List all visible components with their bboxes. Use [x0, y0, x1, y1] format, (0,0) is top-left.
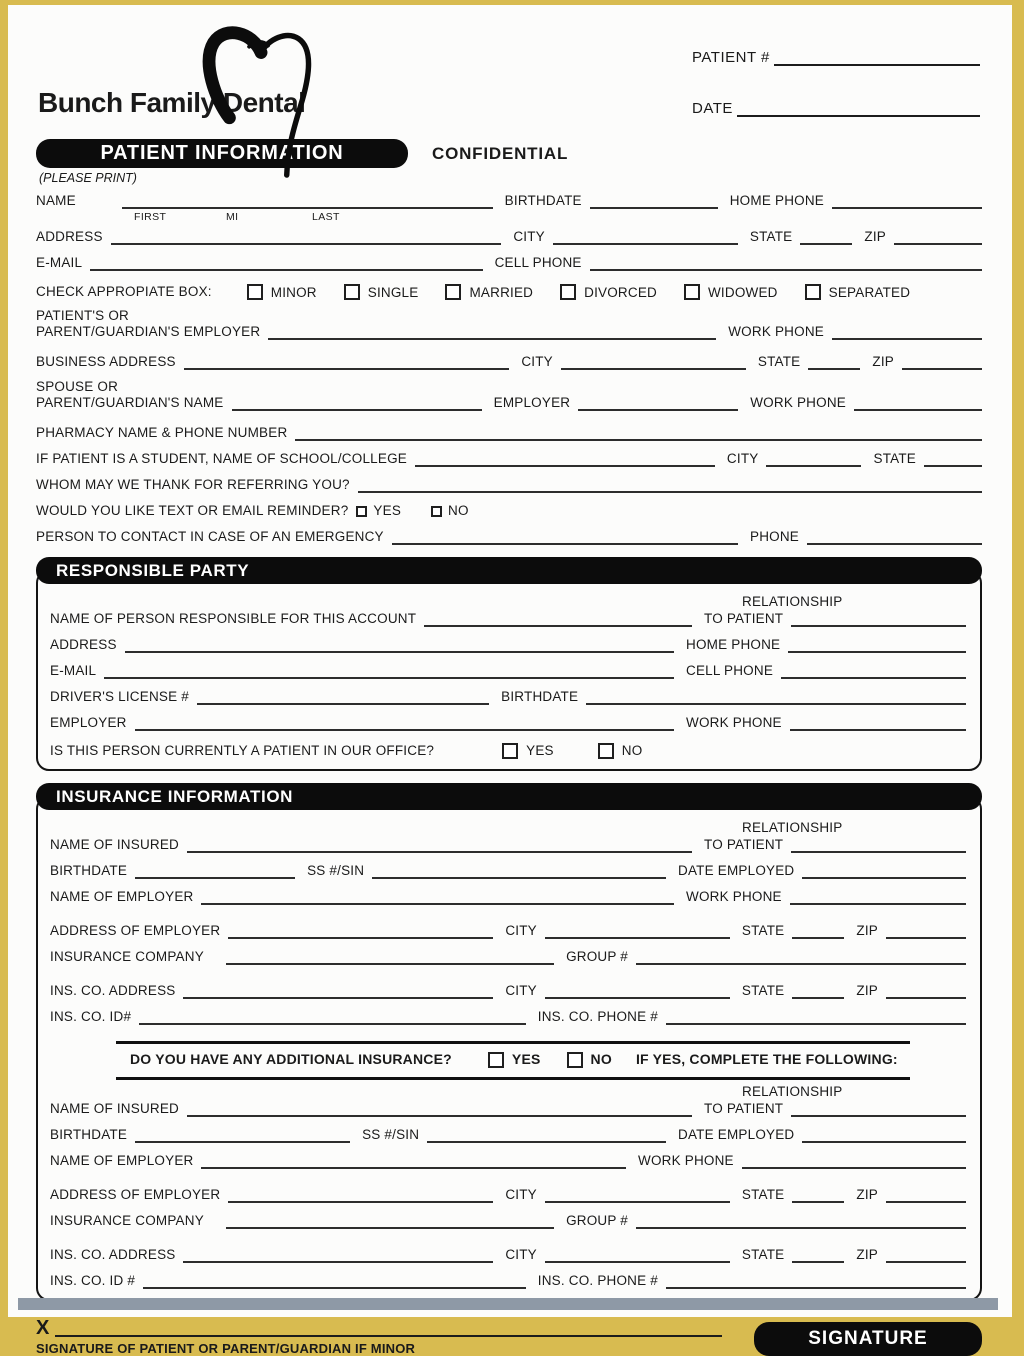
spouse-name-label: SPOUSE OR PARENT/GUARDIAN'S NAME	[36, 379, 224, 410]
address-field[interactable]	[111, 230, 502, 245]
zip-field[interactable]	[894, 230, 982, 245]
address-row	[36, 229, 982, 245]
ins-co-address-label: INS. CO. ADDRESS	[50, 983, 176, 998]
drivers-license-label: DRIVER'S LICENSE #	[50, 689, 189, 704]
ins-co-address-label: INS. CO. ADDRESS	[50, 1247, 176, 1262]
insurance-banner: INSURANCE INFORMATION	[36, 783, 982, 810]
relationship-block	[704, 820, 966, 853]
additional-birthdate-row	[50, 1127, 966, 1143]
email-label: E-MAIL	[36, 255, 83, 270]
email-label: E-MAIL	[50, 663, 97, 678]
divorced-label: DIVORCED	[584, 284, 657, 300]
student-row	[36, 451, 982, 467]
additional-employer-field[interactable]	[201, 1154, 626, 1169]
responsible-email-row	[50, 663, 966, 679]
guardian-employer-field[interactable]	[268, 325, 716, 340]
referral-field[interactable]	[358, 478, 982, 493]
zip-label: ZIP	[864, 229, 886, 244]
relationship-label-line2: TO PATIENT	[704, 837, 784, 852]
pharmacy-label: PHARMACY NAME & PHONE NUMBER	[36, 425, 288, 440]
please-print-note: (PLEASE PRINT)	[39, 171, 137, 185]
additional-insured-name-row	[50, 1084, 966, 1117]
group-number-field[interactable]	[636, 950, 966, 965]
city-label: CITY	[505, 1247, 537, 1262]
yes-label: YES	[511, 1051, 541, 1067]
responsible-name-field[interactable]	[424, 612, 692, 627]
business-address-label: BUSINESS ADDRESS	[36, 354, 176, 369]
insured-name-field[interactable]	[187, 838, 692, 853]
reminder-yes-checkbox[interactable]	[356, 506, 367, 517]
signature-line-row	[36, 1319, 722, 1337]
first-sublabel: FIRST	[134, 211, 167, 223]
zip-field[interactable]	[886, 1188, 966, 1203]
home-phone-label: HOME PHONE	[686, 637, 781, 652]
insured-employer-field[interactable]	[201, 890, 674, 905]
relationship-row	[704, 1101, 966, 1117]
patient-number-row	[692, 49, 980, 66]
responsible-employer-row	[50, 715, 966, 731]
city-field[interactable]	[545, 1248, 730, 1263]
minor-checkbox[interactable]	[247, 284, 263, 300]
address-of-employer-label: ADDRESS OF EMPLOYER	[50, 1187, 221, 1202]
additional-group-number-field[interactable]	[636, 1214, 966, 1229]
state-label: STATE	[741, 983, 785, 998]
group-number-label: GROUP #	[566, 949, 628, 964]
email-field[interactable]	[90, 256, 482, 271]
last-sublabel: LAST	[312, 211, 340, 223]
responsible-home-phone-field[interactable]	[788, 638, 966, 653]
responsible-cell-phone-field[interactable]	[781, 664, 966, 679]
insured-name-label: NAME OF INSURED	[50, 837, 180, 852]
employer-label: EMPLOYER	[493, 395, 571, 410]
additional-insurance-divider	[116, 1041, 910, 1080]
responsible-address-field[interactable]	[125, 638, 674, 653]
state-label: STATE	[749, 229, 793, 244]
additional-ins-co-id-row	[50, 1273, 966, 1289]
work-phone-label: WORK PHONE	[686, 889, 782, 904]
responsible-work-phone-field[interactable]	[790, 716, 966, 731]
form-page	[8, 5, 1012, 1356]
no-label: NO	[621, 743, 643, 758]
date-label: DATE	[692, 100, 733, 117]
pharmacy-row	[36, 425, 982, 441]
pharmacy-field[interactable]	[295, 426, 982, 441]
zip-label: ZIP	[856, 1187, 878, 1202]
patient-information-banner: PATIENT INFORMATION	[36, 139, 408, 168]
relationship-label-line1: RELATIONSHIP	[742, 1084, 843, 1099]
insured-birthdate-row	[50, 863, 966, 879]
current-patient-question: IS THIS PERSON CURRENTLY A PATIENT IN OUR OFFICE?	[50, 743, 435, 758]
state-label: STATE	[757, 354, 801, 369]
birthdate-label: BIRTHDATE	[50, 863, 128, 878]
state-field[interactable]	[792, 1188, 844, 1203]
bottom-scan-strip	[18, 1298, 998, 1310]
married-checkbox[interactable]	[445, 284, 461, 300]
responsible-party-section	[36, 557, 982, 771]
marital-status-row	[36, 284, 982, 300]
single-label: SINGLE	[367, 284, 419, 300]
cell-phone-field[interactable]	[590, 256, 982, 271]
ss-sin-label: SS #/SIN	[362, 1127, 420, 1142]
insured-name-label: NAME OF INSURED	[50, 1101, 180, 1116]
ins-co-phone-label: INS. CO. PHONE #	[537, 1273, 658, 1288]
divorced-option	[560, 284, 657, 300]
date-employed-label: DATE EMPLOYED	[678, 863, 795, 878]
zip-label: ZIP	[856, 923, 878, 938]
additional-ins-co-id-field[interactable]	[143, 1274, 526, 1289]
zip-label: ZIP	[856, 1247, 878, 1262]
additional-insurance-company-row	[50, 1213, 966, 1229]
insured-name-row	[50, 820, 966, 853]
cell-phone-group	[674, 663, 966, 679]
single-checkbox[interactable]	[344, 284, 360, 300]
birthdate-label: BIRTHDATE	[50, 1127, 128, 1142]
relationship-block	[704, 1084, 966, 1117]
relationship-field[interactable]	[791, 612, 966, 627]
business-address-field[interactable]	[184, 355, 510, 370]
married-option	[445, 284, 533, 300]
relationship-row	[704, 611, 966, 627]
work-phone-group	[674, 889, 966, 905]
additional-birthdate-field[interactable]	[135, 1128, 350, 1143]
responsible-address-row	[50, 637, 966, 653]
birthdate-label: BIRTHDATE	[504, 193, 582, 208]
additional-work-phone-field[interactable]	[742, 1154, 966, 1169]
home-phone-field[interactable]	[832, 194, 982, 209]
spouse-name-row	[36, 379, 982, 411]
insurance-company-label: INSURANCE COMPANY	[50, 949, 204, 964]
responsible-name-label: NAME OF PERSON RESPONSIBLE FOR THIS ACCOUNT	[50, 611, 417, 626]
name-field[interactable]	[122, 194, 493, 209]
business-address-row	[36, 354, 982, 370]
additional-insurance-company-field[interactable]	[226, 1214, 554, 1229]
city-field[interactable]	[545, 1188, 730, 1203]
responsible-birthdate-field[interactable]	[586, 690, 966, 705]
state-field[interactable]	[808, 355, 860, 370]
patient-number-field[interactable]	[774, 52, 980, 66]
insurance-company-label: INSURANCE COMPANY	[50, 1213, 204, 1228]
date-employed-group	[666, 863, 966, 879]
state-label: STATE	[741, 1247, 785, 1262]
additional-yes-checkbox[interactable]	[488, 1052, 504, 1068]
zip-field[interactable]	[886, 984, 966, 999]
check-box-prompt: CHECK APPROPIATE BOX:	[36, 284, 212, 299]
mi-sublabel: MI	[226, 211, 239, 223]
separated-label: SEPARATED	[828, 284, 911, 300]
responsible-employer-field[interactable]	[135, 716, 674, 731]
divorced-checkbox[interactable]	[560, 284, 576, 300]
birthdate-label: BIRTHDATE	[501, 689, 579, 704]
confidential-label: CONFIDENTIAL	[432, 143, 569, 163]
city-label: CITY	[513, 229, 545, 244]
reminder-question: WOULD YOU LIKE TEXT OR EMAIL REMINDER?	[36, 503, 349, 518]
additional-no-checkbox[interactable]	[567, 1052, 583, 1068]
name-label: NAME	[36, 193, 76, 208]
state-field[interactable]	[792, 924, 844, 939]
city-label: CITY	[726, 451, 759, 466]
work-phone-label: WORK PHONE	[686, 715, 782, 730]
email-row	[36, 255, 982, 271]
signature-button[interactable]: SIGNATURE	[754, 1322, 982, 1356]
insurance-company-field[interactable]	[226, 950, 554, 965]
city-label: CITY	[505, 983, 537, 998]
ins-co-address-row	[50, 983, 966, 999]
emergency-label: PERSON TO CONTACT IN CASE OF AN EMERGENCY	[36, 529, 384, 544]
city-field[interactable]	[553, 230, 738, 245]
signature-caption: SIGNATURE OF PATIENT OR PARENT/GUARDIAN IF MINOR	[36, 1341, 416, 1356]
additional-relationship-field[interactable]	[791, 1102, 966, 1117]
additional-yes-option	[488, 1051, 549, 1068]
zip-field[interactable]	[886, 924, 966, 939]
spouse-name-field[interactable]	[232, 396, 482, 411]
state-label: STATE	[873, 451, 916, 466]
date-employed-label: DATE EMPLOYED	[678, 1127, 795, 1142]
no-label: NO	[590, 1051, 612, 1067]
employer-label: EMPLOYER	[50, 715, 127, 730]
home-phone-label: HOME PHONE	[729, 193, 824, 208]
header-right	[692, 49, 980, 117]
emergency-row	[36, 529, 982, 545]
reminder-no-checkbox[interactable]	[431, 506, 442, 517]
relationship-row	[704, 837, 966, 853]
no-label: NO	[448, 503, 469, 518]
date-field[interactable]	[737, 103, 980, 117]
birthdate-field[interactable]	[590, 194, 718, 209]
zip-label: ZIP	[856, 983, 878, 998]
signature-area	[36, 1319, 982, 1356]
state-label: STATE	[741, 923, 785, 938]
if-yes-note: IF YES, COMPLETE THE FOLLOWING:	[635, 1051, 898, 1067]
widowed-option	[684, 284, 778, 300]
state-label: STATE	[741, 1187, 785, 1202]
separated-checkbox[interactable]	[805, 284, 821, 300]
guardian-employer-row	[36, 308, 982, 340]
state-field[interactable]	[924, 452, 982, 467]
additional-insured-name-field[interactable]	[187, 1102, 692, 1117]
additional-ss-sin-field[interactable]	[427, 1128, 666, 1143]
insured-work-phone-field[interactable]	[790, 890, 966, 905]
work-phone-label: WORK PHONE	[750, 395, 846, 410]
cell-phone-label: CELL PHONE	[686, 663, 774, 678]
signature-left	[36, 1319, 722, 1356]
additional-ins-co-phone-field[interactable]	[666, 1274, 966, 1289]
referral-label: WHOM MAY WE THANK FOR REFERRING YOU?	[36, 477, 350, 492]
additional-ins-co-address-row	[50, 1247, 966, 1263]
state-field[interactable]	[792, 984, 844, 999]
cell-phone-label: CELL PHONE	[494, 255, 582, 270]
married-label: MARRIED	[469, 284, 534, 300]
state-field[interactable]	[800, 230, 852, 245]
work-phone-group	[626, 1153, 966, 1169]
phone-label: PHONE	[749, 529, 799, 544]
drivers-license-row	[50, 689, 966, 705]
ins-co-phone-label: INS. CO. PHONE #	[537, 1009, 658, 1024]
ins-co-address-field[interactable]	[183, 984, 493, 999]
emergency-contact-field[interactable]	[392, 530, 738, 545]
ins-co-id-row	[50, 1009, 966, 1025]
additional-insurance-question: DO YOU HAVE ANY ADDITIONAL INSURANCE?	[130, 1051, 452, 1067]
name-sublabels	[134, 211, 982, 223]
home-phone-group	[674, 637, 966, 653]
yes-label: YES	[526, 743, 554, 758]
employer-address-row	[50, 923, 966, 939]
current-patient-no-checkbox[interactable]	[598, 743, 614, 759]
insurance-company-row	[50, 949, 966, 965]
city-label: CITY	[505, 1187, 537, 1202]
patient-info-banner-row	[36, 139, 982, 168]
school-field[interactable]	[415, 452, 715, 467]
widowed-label: WIDOWED	[707, 284, 778, 300]
date-employed-field[interactable]	[802, 864, 966, 879]
group-number-label: GROUP #	[566, 1213, 628, 1228]
referral-row	[36, 477, 982, 493]
ins-co-id-label: INS. CO. ID#	[50, 1009, 132, 1024]
ss-sin-label: SS #/SIN	[307, 863, 365, 878]
state-field[interactable]	[792, 1248, 844, 1263]
signature-x-mark: X	[36, 1317, 50, 1339]
additional-no-option	[567, 1051, 620, 1068]
current-patient-yes-checkbox[interactable]	[502, 743, 518, 759]
emergency-phone-field[interactable]	[807, 530, 982, 545]
guardian-employer-label: PATIENT'S OR PARENT/GUARDIAN'S EMPLOYER	[36, 308, 261, 339]
additional-employer-address-field[interactable]	[228, 1188, 493, 1203]
responsible-party-banner: RESPONSIBLE PARTY	[36, 557, 982, 584]
ss-sin-field[interactable]	[372, 864, 666, 879]
ins-co-id-label: INS. CO. ID #	[50, 1273, 136, 1288]
header	[36, 13, 982, 135]
relationship-label-line2: TO PATIENT	[704, 611, 784, 626]
city-label: CITY	[521, 354, 553, 369]
employer-field[interactable]	[578, 396, 738, 411]
ins-co-id-field[interactable]	[139, 1010, 526, 1025]
current-patient-row	[50, 743, 966, 759]
city-field[interactable]	[545, 924, 730, 939]
work-phone-label: WORK PHONE	[638, 1153, 734, 1168]
city-label: CITY	[505, 923, 537, 938]
insurance-section	[36, 783, 982, 1301]
responsible-name-row	[50, 594, 966, 627]
date-row	[692, 100, 980, 117]
date-employed-group	[666, 1127, 966, 1143]
name-row	[36, 193, 982, 209]
work-phone-label: WORK PHONE	[728, 324, 824, 339]
additional-date-employed-field[interactable]	[802, 1128, 966, 1143]
reminder-row	[36, 503, 982, 519]
insured-relationship-field[interactable]	[791, 838, 966, 853]
yes-label: YES	[373, 503, 402, 518]
relationship-block	[704, 594, 966, 627]
zip-field[interactable]	[902, 355, 982, 370]
separated-option	[805, 284, 911, 300]
zip-label: ZIP	[872, 354, 894, 369]
zip-field[interactable]	[886, 1248, 966, 1263]
minor-option	[247, 284, 317, 300]
name-of-employer-label: NAME OF EMPLOYER	[50, 1153, 194, 1168]
insured-employer-row	[50, 889, 966, 905]
signature-field[interactable]	[55, 1321, 722, 1337]
city-field[interactable]	[545, 984, 730, 999]
ins-co-phone-field[interactable]	[666, 1010, 966, 1025]
drivers-license-field[interactable]	[197, 690, 489, 705]
work-phone-field[interactable]	[832, 325, 982, 340]
insured-birthdate-field[interactable]	[135, 864, 295, 879]
single-option	[344, 284, 419, 300]
responsible-party-box	[36, 570, 982, 771]
student-label: IF PATIENT IS A STUDENT, NAME OF SCHOOL/COLLEGE	[36, 451, 407, 466]
insurance-box	[36, 796, 982, 1301]
brand-name: Bunch Family Dental	[38, 87, 306, 118]
city-field[interactable]	[561, 355, 746, 370]
work-phone-group	[674, 715, 966, 731]
relationship-label-line2: TO PATIENT	[704, 1101, 784, 1116]
minor-label: MINOR	[270, 284, 317, 300]
address-of-employer-label: ADDRESS OF EMPLOYER	[50, 923, 221, 938]
patient-number-label: PATIENT #	[692, 49, 770, 66]
employer-address-field[interactable]	[228, 924, 493, 939]
tooth-logo-icon	[184, 13, 344, 181]
widowed-checkbox[interactable]	[684, 284, 700, 300]
additional-ins-co-address-field[interactable]	[183, 1248, 493, 1263]
address-label: ADDRESS	[36, 229, 103, 244]
name-of-employer-label: NAME OF EMPLOYER	[50, 889, 194, 904]
relationship-label-line1: RELATIONSHIP	[742, 594, 843, 609]
city-field[interactable]	[766, 452, 861, 467]
additional-employer-address-row	[50, 1187, 966, 1203]
relationship-label-line1: RELATIONSHIP	[742, 820, 843, 835]
work-phone-field[interactable]	[854, 396, 982, 411]
responsible-email-field[interactable]	[104, 664, 674, 679]
additional-employer-row	[50, 1153, 966, 1169]
address-label: ADDRESS	[50, 637, 117, 652]
